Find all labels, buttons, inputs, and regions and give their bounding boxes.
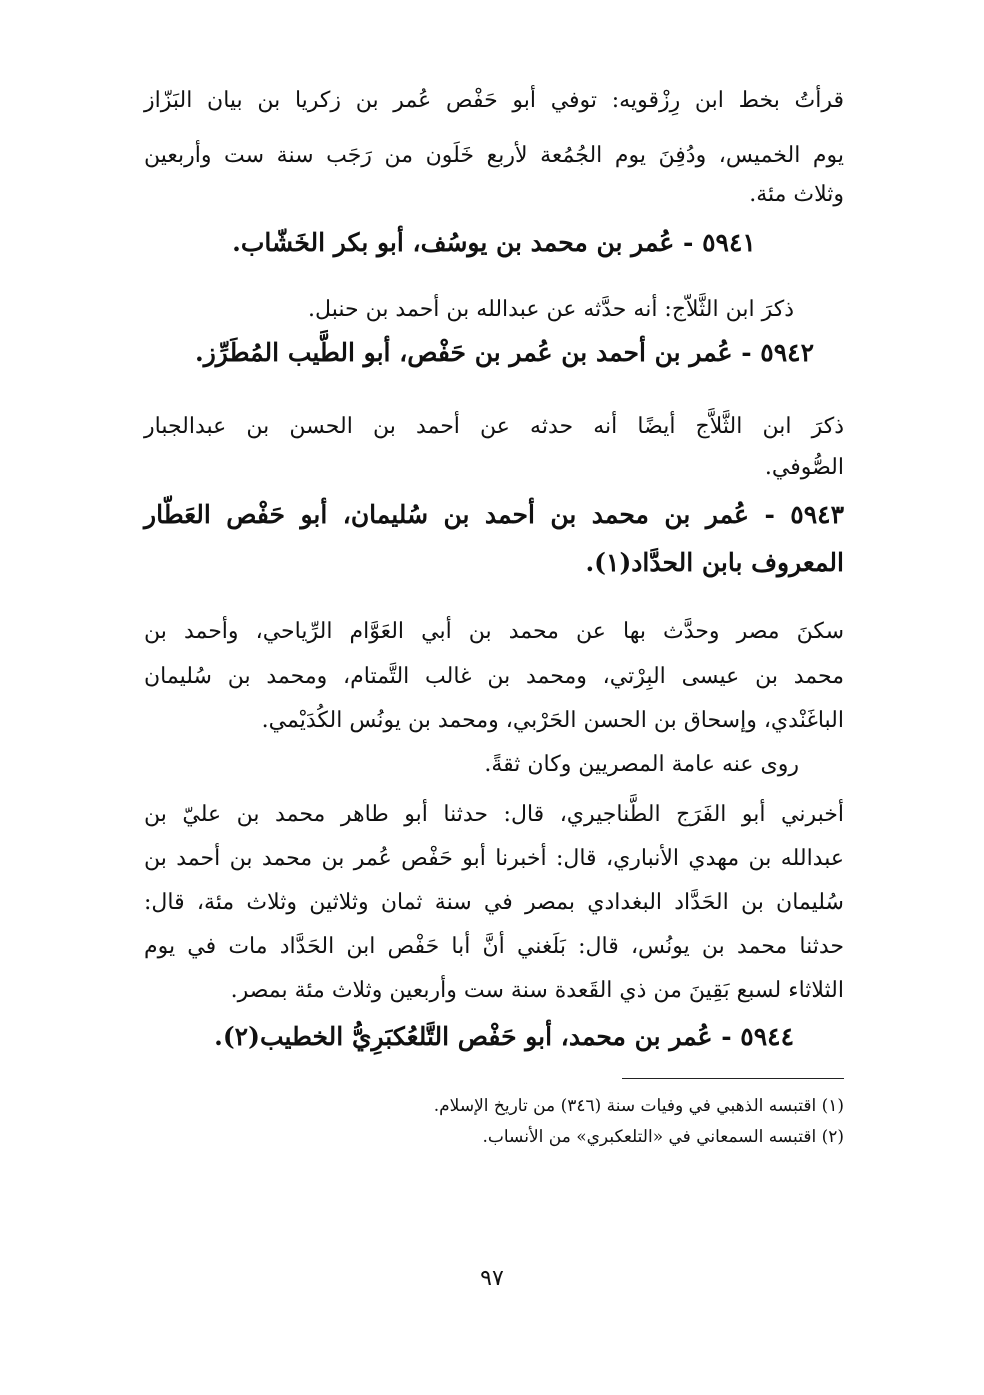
body-line: وثلاث مئة. [749,182,844,207]
entry-heading-5943-continued: المعروف بابن الحدَّاد(١). [585,548,844,577]
body-line: سُليمان بن الحَدَّاد البغدادي بمصر في سنة ثمان وثلاثين وثلاث مئة، قال: [144,890,844,915]
body-line: سكنَ مصر وحدَّث بها عن محمد بن أبي العَوَّام الرِّياحي، وأحمد بن [144,619,844,644]
body-line: الباغَنْدي، وإسحاق بن الحسن الحَرْبي، ومحمد بن يونُس الكُدَيْمي. [261,708,844,733]
entry-heading-5941: ٥٩٤١ - عُمر بن محمد بن يوسُف، أبو بكر الخَشّاب. [232,228,756,257]
entry-heading-5943: ٥٩٤٣ - عُمر بن محمد بن أحمد بن سُليمان، أبو حَفْص العَطّار [144,500,844,529]
body-line: الصُّوفي. [764,455,844,480]
footnote-2: (٢) اقتبسه السمعاني في «التلعكبري» من الأنساب. [482,1127,844,1147]
entry-heading-5944: ٥٩٤٤ - عُمر بن محمد، أبو حَفْص التَّلعُكبَرِيُّ الخطيب(٢). [214,1022,794,1051]
body-line: محمد بن عيسى البِرْتي، ومحمد بن غالب التَّمتام، ومحمد بن سُليمان [144,664,844,689]
page-number: ٩٧ [480,1266,504,1291]
body-line: الثلاثاء لسبع بَقِينَ من ذي القَعدة سنة ست وأربعين وثلاث مئة بمصر. [230,978,844,1003]
body-line: روى عنه عامة المصريين وكان ثقةً. [484,752,799,777]
body-line: عبدالله بن مهدي الأنباري، قال: أخبرنا أبو حَفْص عُمر بن محمد بن أحمد بن [144,846,844,871]
footnote-divider [622,1078,844,1079]
body-line: حدثنا محمد بن يونُس، قال: بَلَغني أنَّ أبا حَفْص ابن الحَدَّاد مات في يوم [144,934,844,959]
entry-heading-5942: ٥٩٤٢ - عُمر بن أحمد بن عُمر بن حَفْص، أبو الطَّيب المُطَرِّز. [195,338,814,367]
body-line: يوم الخميس، ودُفِنَ يوم الجُمُعة لأربع خَلَون من رَجَب سنة ست وأربعين [144,143,844,168]
body-line: أخبرني أبو الفَرَج الطَّناجيري، قال: حدثنا أبو طاهر محمد بن عليّ بن [144,802,844,827]
body-line: ذكرَ ابن الثَّلاَّج أيضًا أنه حدثه عن أحمد بن الحسن بن عبدالجبار [144,414,844,439]
body-line: ذكرَ ابن الثَّلاّج: أنه حدَّثه عن عبدالله بن أحمد بن حنبل. [308,297,794,322]
footnote-1: (١) اقتبسه الذهبي في وفيات سنة (٣٤٦) من تاريخ الإسلام. [433,1096,844,1116]
body-line: قرأتُ بخط ابن رِزْقويه: توفي أبو حَفْص عُمر بن زكريا بن بيان البَزّاز [144,88,844,113]
